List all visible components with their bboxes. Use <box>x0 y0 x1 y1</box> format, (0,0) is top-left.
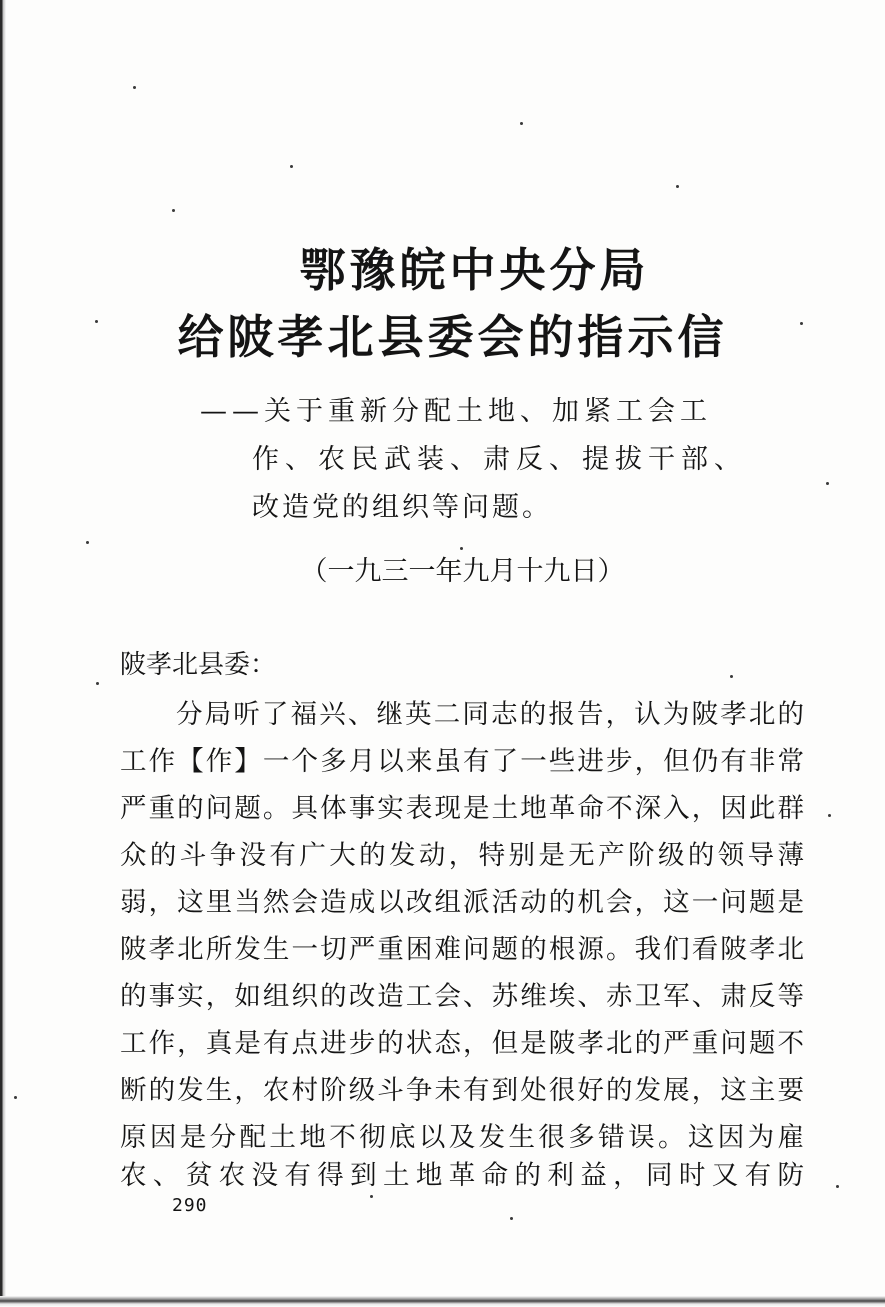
scan-speck <box>96 682 99 685</box>
scan-speck <box>836 1185 839 1188</box>
body-line: 农、贫农没有得到土地革命的利益，同时又有防 <box>120 1160 804 1191</box>
document-date: （一九三一年九月十九日） <box>300 556 625 587</box>
document-title-line-1: 鄂豫皖中央分局 <box>299 243 650 297</box>
salutation: 陂孝北县委： <box>120 650 277 680</box>
scan-bottom-edge <box>0 1296 885 1307</box>
scan-speck <box>370 1195 373 1198</box>
body-line: 工作，真是有点进步的状态，但是陂孝北的严重问题不 <box>120 1028 804 1059</box>
scan-speck <box>520 122 523 125</box>
body-line: 陂孝北所发生一切严重困难问题的根源。我们看陂孝北 <box>120 934 804 965</box>
scan-speck <box>86 541 89 544</box>
scan-speck <box>510 1217 513 1220</box>
scan-speck <box>290 165 293 168</box>
scan-left-edge <box>0 0 6 1307</box>
body-line: 原因是分配土地不彻底以及发生很多错误。这因为雇 <box>120 1122 804 1153</box>
document-title-line-2: 给陂孝北县委会的指示信 <box>177 310 728 364</box>
scan-speck <box>828 814 831 817</box>
body-line: 断的发生，农村阶级斗争未有到处很好的发展，这主要 <box>120 1075 804 1106</box>
body-line: 众的斗争没有广大的发动，特别是无产阶级的领导薄 <box>120 840 804 871</box>
scan-speck <box>730 675 733 678</box>
body-line: 的事实，如组织的改造工会、苏维埃、赤卫军、肃反等 <box>120 981 804 1012</box>
subtitle-line: 改造党的组织等问题。 <box>252 492 552 523</box>
scan-speck <box>460 547 463 550</box>
scan-speck <box>14 1096 17 1099</box>
page-number: 290 <box>172 1195 208 1216</box>
subtitle-line: 作、农民武装、肃反、提拔干部、 <box>252 444 747 475</box>
scan-speck <box>826 482 829 485</box>
body-line: 分局听了福兴、继英二同志的报告，认为陂孝北的 <box>176 699 804 730</box>
scan-speck <box>133 86 136 89</box>
body-line: 严重的问题。具体事实表现是土地革命不深入，因此群 <box>120 793 804 824</box>
subtitle-line: ——关于重新分配土地、加紧工会工 <box>200 396 712 427</box>
scan-speck <box>676 185 679 188</box>
body-line: 工作【作】一个多月以来虽有了一些进步，但仍有非常 <box>120 746 804 777</box>
body-line: 弱，这里当然会造成以改组派活动的机会，这一问题是 <box>120 887 804 918</box>
scan-speck <box>172 209 175 212</box>
